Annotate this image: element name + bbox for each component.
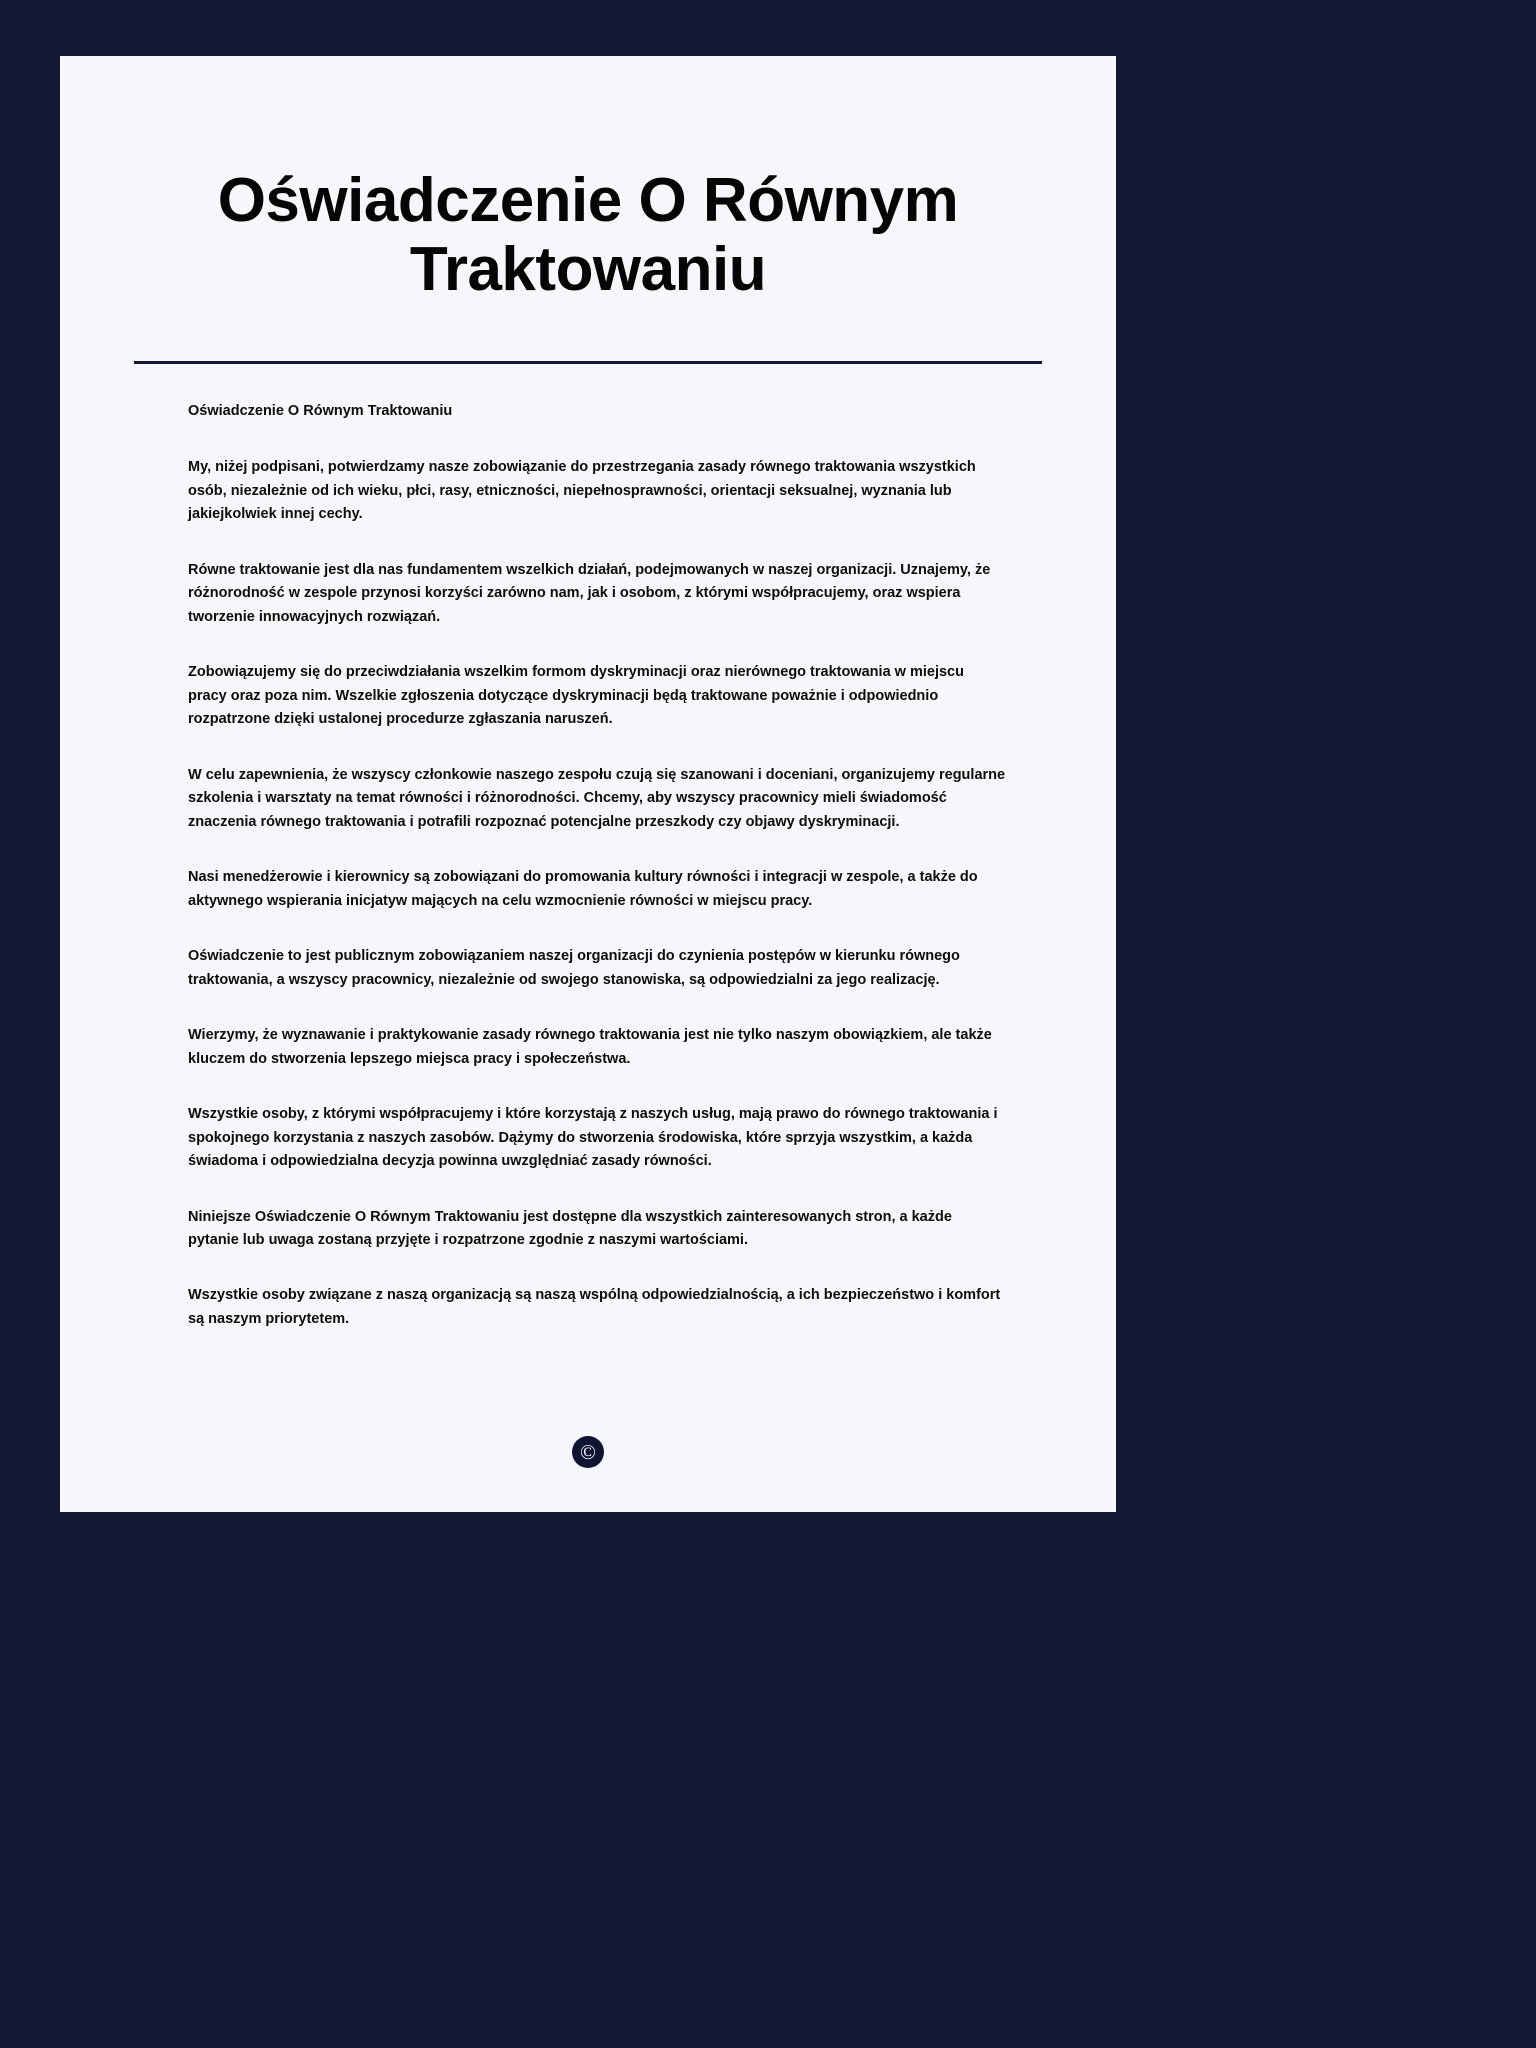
page-title: Oświadczenie O Równym Traktowaniu — [217, 166, 959, 305]
document-body — [60, 364, 1116, 1332]
body-paragraph: Wierzymy, że wyznawanie i praktykowanie zasady równego traktowania jest nie tylko naszym obowiązkiem, ale także kluczem do stworzenia lepszego miejsca pracy i społeczeństwa. — [188, 1027, 992, 1067]
body-paragraph: W celu zapewnienia, że wszyscy członkowie naszego zespołu czują się szanowani i doceniani, organizujemy regularne szkolenia i warsztaty na temat równości i różnorodności. Chcemy, aby wszyscy pracownicy mieli świadomość znaczenia równego traktowania i potrafili rozpoznać potencjalne przeszkody czy objawy dyskryminacji. — [188, 766, 1006, 830]
body-paragraph: Wszystkie osoby związane z naszą organizacją są naszą wspólną odpowiedzialnością, a ich bezpieczeństwo i komfort są naszym priorytetem. — [188, 1287, 1001, 1327]
body-paragraph: Wszystkie osoby, z którymi współpracujemy i które korzystają z naszych usług, mają prawo do równego traktowania i spokojnego korzystania z naszych zasobów. Dążymy do stworzenia środowiska, które sprzyja wszystkim, a każda świadoma i odpowiedzialna decyzja powinna uwzględniać zasady równości. — [188, 1106, 998, 1170]
document-header — [60, 56, 1116, 364]
copyright-icon: © — [572, 1436, 604, 1468]
body-paragraph: Oświadczenie to jest publicznym zobowiązaniem naszej organizacji do czynienia postępów w kierunku równego traktowania, a wszyscy pracownicy, niezależnie od swojego stanowiska, są odpowiedzialni za jego realizację. — [188, 948, 960, 988]
body-paragraph: Równe traktowanie jest dla nas fundamentem wszelkich działań, podejmowanych w naszej organizacji. Uznajemy, że różnorodność w zespole przynosi korzyści zarówno nam, jak i osobom, z którymi współpracujemy, oraz wspiera tworzenie innowacyjnych rozwiązań. — [188, 561, 991, 625]
body-paragraph: My, niżej podpisani, potwierdzamy nasze zobowiązanie do przestrzegania zasady równego traktowania wszystkich osób, niezależnie od ich wieku, płci, rasy, etniczności, niepełnosprawności, orientacji seksualnej, wyznania lub jakiejkolwiek innej cechy. — [188, 459, 976, 523]
document-subtitle: Oświadczenie O Równym Traktowaniu — [188, 402, 453, 419]
body-paragraph: Zobowiązujemy się do przeciwdziałania wszelkim formom dyskryminacji oraz nierównego traktowania w miejscu pracy oraz poza nim. Wszelkie zgłoszenia dotyczące dyskryminacji będą traktowane poważnie i odpowiednio rozpatrzone dzięki ustalonej procedurze zgłaszania naruszeń. — [188, 664, 964, 728]
body-paragraph: Nasi menedżerowie i kierownicy są zobowiązani do promowania kultury równości i integracji w zespole, a także do aktywnego wspierania inicjatyw mających na celu wzmocnienie równości w miejscu pracy. — [188, 869, 978, 909]
document-page — [60, 56, 1116, 1512]
document-footer — [60, 1436, 1116, 1468]
body-paragraph: Niniejsze Oświadczenie O Równym Traktowaniu jest dostępne dla wszystkich zainteresowanych stron, a każde pytanie lub uwaga zostaną przyjęte i rozpatrzone zgodnie z naszymi wartościami. — [188, 1208, 952, 1248]
